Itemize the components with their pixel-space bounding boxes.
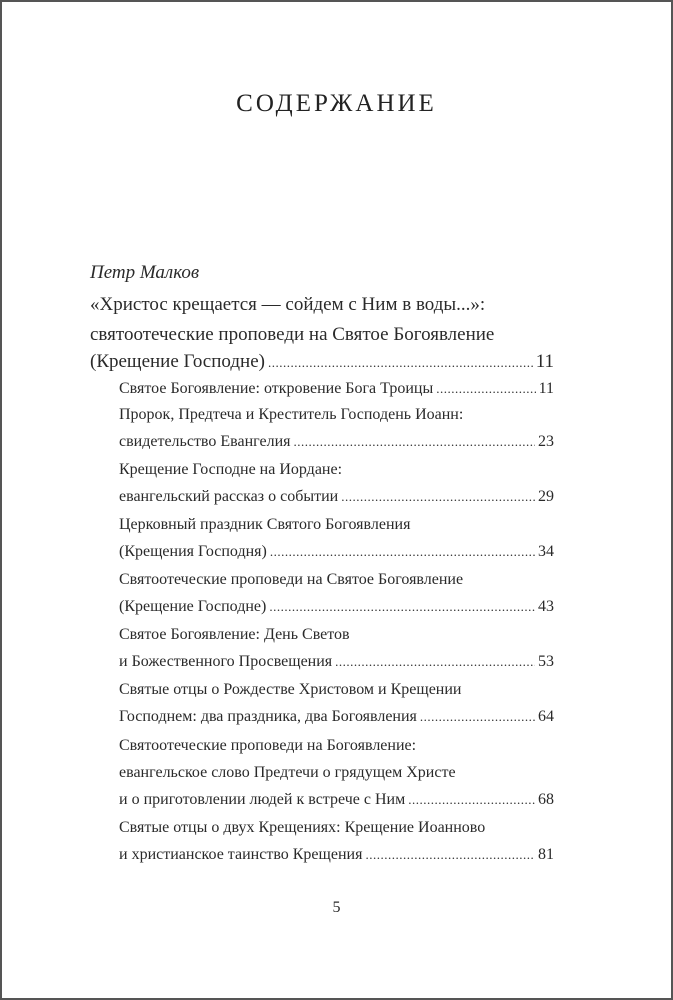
main-entry-leader-line xyxy=(90,349,554,375)
author-name: Петр Малков xyxy=(90,262,200,283)
toc-entry xyxy=(119,649,554,675)
toc-entry xyxy=(119,429,554,455)
toc-entry-text: Крещение Господне на Иордане: xyxy=(119,461,343,478)
dot-leader xyxy=(365,842,535,868)
main-entry-line-2: святоотеческие проповеди на Святое Богоявление xyxy=(90,324,495,345)
toc-entry-text: Церковный праздник Святого Богоявления xyxy=(119,516,411,533)
dot-leader xyxy=(270,539,535,565)
toc-entry-text: Господнем: два праздника, два Богоявления xyxy=(119,708,417,725)
toc-entry-text: Святоотеческие проповеди на Святое Богоявление xyxy=(119,571,464,588)
toc-entry xyxy=(119,539,554,565)
toc-entry xyxy=(119,842,554,868)
toc-entry xyxy=(119,787,554,813)
dot-leader xyxy=(436,376,535,402)
toc-entry-page: 68 xyxy=(538,791,554,808)
toc-entry-text: и о приготовлении людей к встрече с Ним xyxy=(119,791,406,808)
page-title: СОДЕРЖАНИЕ xyxy=(236,90,437,117)
dot-leader xyxy=(294,429,535,455)
dot-leader xyxy=(335,649,535,675)
dot-leader xyxy=(268,350,533,376)
toc-entry-page: 43 xyxy=(538,598,554,615)
toc-entry-text: свидетельство Евангелия xyxy=(119,433,291,450)
dot-leader xyxy=(408,787,535,813)
toc-entry-text: Святое Богоявление: День Светов xyxy=(119,626,350,643)
toc-entry-text: (Крещение Господне) xyxy=(119,598,267,615)
toc-entry-page: 53 xyxy=(538,653,554,670)
main-entry-line-1: «Христос крещается — сойдем с Ним в воды...»: xyxy=(90,294,486,315)
toc-entry-page: 23 xyxy=(538,433,554,450)
dot-leader xyxy=(420,704,535,730)
toc-entry xyxy=(119,594,554,620)
page-number: 5 xyxy=(332,899,341,916)
toc-entry-text: Святые отцы о двух Крещениях: Крещение Иоанново xyxy=(119,819,486,836)
toc-entry-text: Святоотеческие проповеди на Богоявление: xyxy=(119,737,417,754)
toc-entry-page: 34 xyxy=(538,543,554,560)
toc-entry-text: и Божественного Просвещения xyxy=(119,653,333,670)
toc-entry-text: Святые отцы о Рождестве Христовом и Крещении xyxy=(119,681,462,698)
toc-entry-page: 29 xyxy=(538,488,554,505)
toc-entry-text: (Крещения Господня) xyxy=(119,543,267,560)
toc-entry-text: и христианское таинство Крещения xyxy=(119,846,363,863)
toc-entry xyxy=(119,704,554,730)
toc-entry-page: 81 xyxy=(538,846,554,863)
toc-entry-text: евангельское слово Предтечи о грядущем Христе xyxy=(119,764,456,781)
toc-entry-page: 64 xyxy=(538,708,554,725)
toc-entry-text: евангельский рассказ о событии xyxy=(119,488,339,505)
toc-entry-text: Святое Богоявление: откровение Бога Троицы xyxy=(119,380,434,397)
toc-entry-page: 11 xyxy=(538,380,554,397)
main-entry-line-3: (Крещение Господне) xyxy=(90,351,265,372)
dot-leader xyxy=(341,484,535,510)
dot-leader xyxy=(269,594,535,620)
toc-entry xyxy=(119,376,554,402)
toc-entry xyxy=(119,484,554,510)
main-entry-page: 11 xyxy=(535,351,554,372)
toc-entry-text: Пророк, Предтеча и Креститель Господень Иоанн: xyxy=(119,406,464,423)
